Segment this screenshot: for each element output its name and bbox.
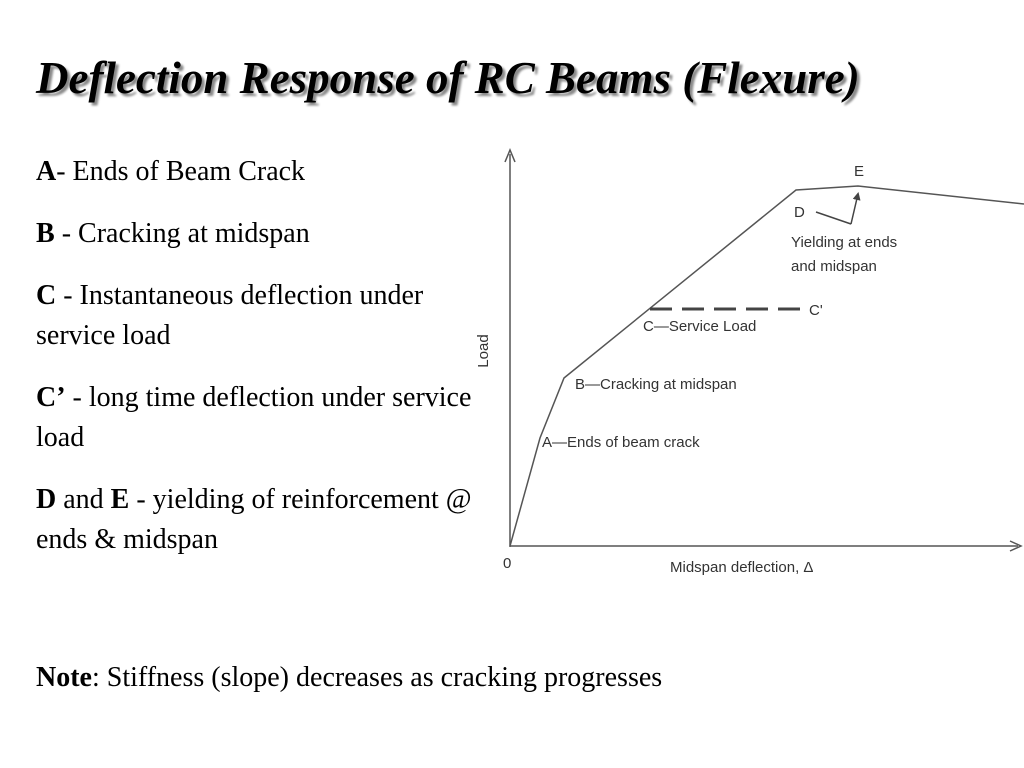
definition-joiner: and (56, 484, 111, 515)
definition-text: - Ends of Beam Crack (56, 156, 306, 187)
point-c-prime-label: C' (809, 302, 823, 319)
load-deflection-curve (510, 186, 1024, 546)
slide-title: Deflection Response of RC Beams (Flexure) (36, 53, 860, 103)
definition-text: - long time deflection under service load (36, 382, 472, 453)
yielding-note-line1: Yielding at ends (791, 234, 898, 251)
point-a-label: A—Ends of beam crack (542, 434, 700, 451)
note-text: : Stiffness (slope) decreases as cracking progresses (91, 662, 663, 693)
definition-b (36, 214, 476, 254)
note (36, 658, 662, 698)
definition-c (36, 276, 476, 356)
y-axis-label: Load (475, 334, 492, 368)
point-e-label: E (854, 163, 865, 180)
definition-text: - Instantaneous deflection under service load (36, 280, 424, 351)
definitions-list (36, 152, 476, 582)
point-d-label: D (794, 204, 805, 221)
definition-text: - yielding of reinforcement @ ends & midspan (36, 484, 472, 555)
load-deflection-diagram (468, 146, 1024, 588)
definition-key: B (36, 218, 55, 249)
definition-key: C’ (36, 382, 66, 413)
yielding-arrows-icon (816, 194, 858, 224)
note-label: Note (36, 662, 92, 693)
definition-text: - Cracking at midspan (54, 218, 310, 249)
definition-key: A (36, 156, 57, 187)
definition-d-e (36, 480, 476, 560)
yielding-note-line2: and midspan (791, 258, 877, 275)
definition-c-prime (36, 378, 476, 458)
point-b-label: B—Cracking at midspan (575, 376, 737, 393)
definition-key-e: E (110, 484, 130, 515)
definition-key: C (36, 280, 57, 311)
point-c-label: C—Service Load (643, 318, 757, 335)
definition-a (36, 152, 476, 192)
origin-label: 0 (503, 555, 512, 572)
definition-key-d: D (36, 484, 57, 515)
x-axis-label: Midspan deflection, Δ (670, 559, 814, 576)
